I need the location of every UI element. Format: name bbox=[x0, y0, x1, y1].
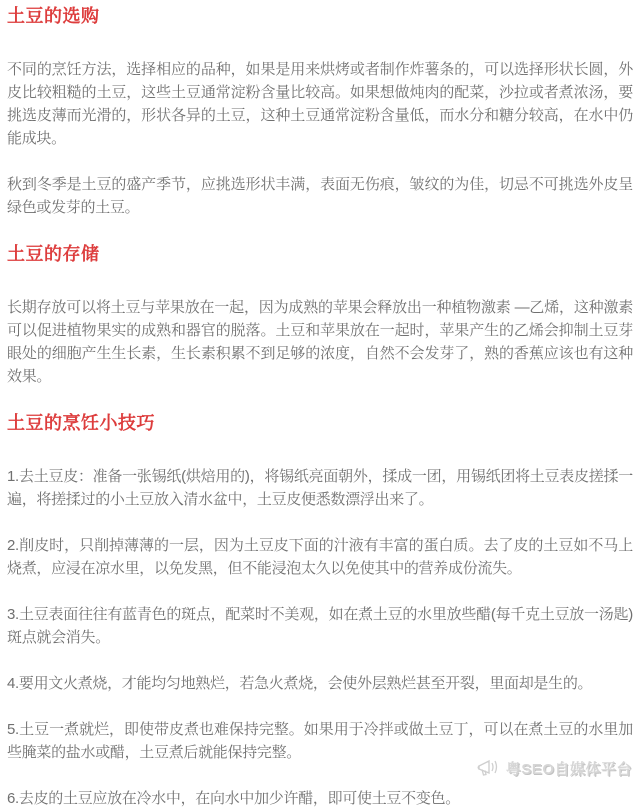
paragraph: 秋到冬季是土豆的盛产季节，应挑选形状丰满，表面无伤痕，皱纹的为佳，切忌不可挑选外皮呈绿色或发芽的土豆。 bbox=[7, 176, 633, 216]
watermark-label: 粤SEO自媒体平台 bbox=[505, 760, 632, 778]
tip-item: 5.土豆一煮就烂，即使带皮煮也难保持完整。如果用于冷拌或做土豆丁，可以在煮土豆的水里加些腌菜的盐水或醋，土豆煮后就能保持完整。 bbox=[7, 721, 633, 761]
tip-item: 2.削皮时，只削掉薄薄的一层，因为土豆皮下面的汁液有丰富的蛋白质。去了皮的土豆如不马上烧煮，应浸在凉水里，以免发黑，但不能浸泡太久以免使其中的营养成份流失。 bbox=[7, 537, 633, 577]
section-heading-storage: 土豆的存储 bbox=[7, 244, 100, 264]
paragraph: 不同的烹饪方法，选择相应的品种，如果是用来烘烤或者制作炸薯条的，可以选择形状长圆，外皮比较粗糙的土豆，这些土豆通常淀粉含量比较高。如果想做炖肉的配菜，沙拉或者煮浓汤，要挑选皮薄而光滑的，形状各异的土豆，这种土豆通常淀粉含量低，而水分和糖分较高，在水中仍能成块。 bbox=[7, 61, 633, 147]
watermark bbox=[476, 757, 632, 779]
paragraph: 长期存放可以将土豆与苹果放在一起，因为成熟的苹果会释放出一种植物激素 —乙烯，这种激素可以促进植物果实的成熟和器官的脱落。土豆和苹果放在一起时，苹果产生的乙烯会抑制土豆芽眼处的细胞产生生长素，生长素积累不到足够的浓度，自然不会发芽了，熟的香蕉应该也有这种效果。 bbox=[7, 299, 633, 385]
tip-item: 6.去皮的土豆应放在冷水中，在向水中加少许醋，即可使土豆不变色。 bbox=[7, 790, 460, 807]
section-heading-cooking-tips: 土豆的烹饪小技巧 bbox=[7, 413, 155, 433]
section-heading-selection: 土豆的选购 bbox=[7, 6, 100, 26]
tip-item: 4.要用文火煮烧，才能均匀地熟烂，若急火煮烧，会使外层熟烂甚至开裂，里面却是生的。 bbox=[7, 675, 593, 692]
tip-item: 3.土豆表面往往有蓝青色的斑点，配菜时不美观，如在煮土豆的水里放些醋(每千克土豆放一汤匙) 斑点就会消失。 bbox=[7, 606, 633, 646]
megaphone-icon bbox=[476, 757, 500, 779]
tip-item: 1.去土豆皮：准备一张锡纸(烘焙用的)，将锡纸亮面朝外，揉成一团，用锡纸团将土豆表皮搓揉一遍，将搓揉过的小土豆放入清水盆中，土豆皮便悉数漂浮出来了。 bbox=[7, 468, 633, 508]
